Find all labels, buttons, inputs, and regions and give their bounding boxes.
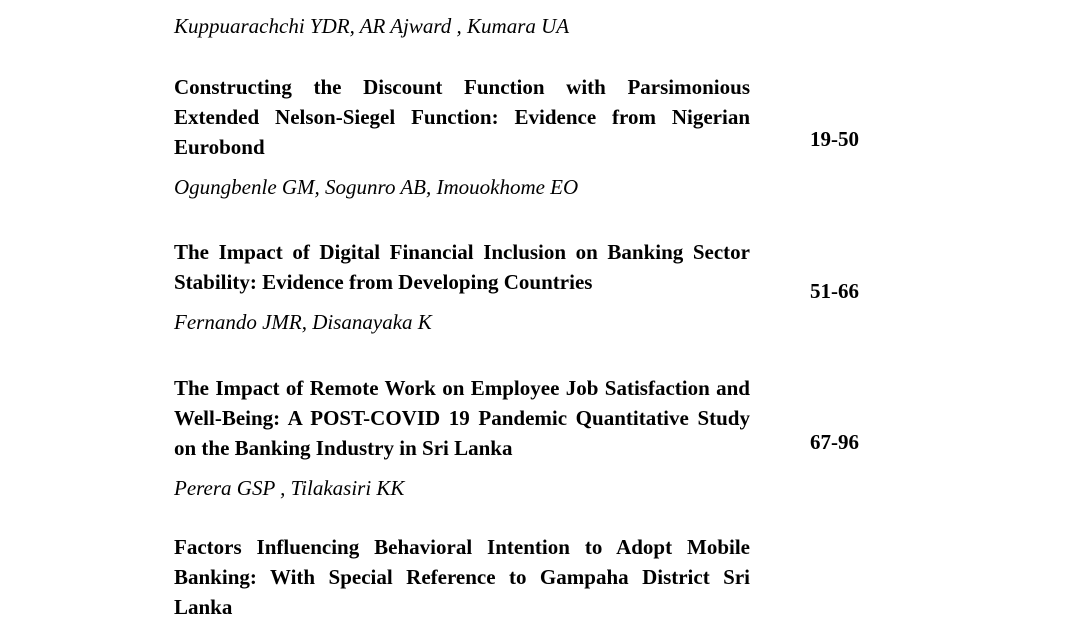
- entry-2-title: Constructing the Discount Function with Parsimonious Extended Nelson-Siegel Function: Evidence from Nigerian Eurobond: [174, 75, 750, 159]
- entry-3-title: The Impact of Digital Financial Inclusion on Banking Sector Stability: Evidence from Developing Countries: [174, 240, 750, 294]
- entry-4-authors: Perera GSP , Tilakasiri KK: [174, 476, 405, 500]
- entry-2-authors: Ogungbenle GM, Sogunro AB, Imouokhome EO: [174, 175, 579, 199]
- entry-3-authors: Fernando JMR, Disanayaka K: [174, 310, 432, 334]
- entry-4-pages: 67-96: [810, 430, 859, 454]
- toc-entry-4: [174, 532, 750, 622]
- entry-5-title: Factors Influencing Behavioral Intention to Adopt Mobile Banking: With Special Reference to Gampaha District Sri Lanka: [174, 535, 750, 619]
- entry-3-pages: 51-66: [810, 279, 859, 303]
- entry-2-pages: 19-50: [810, 127, 859, 151]
- entry-1-authors: Kuppuarachchi YDR, AR Ajward , Kumara UA: [174, 14, 570, 38]
- toc-entry-2: [174, 237, 750, 335]
- toc-entry-3: [174, 373, 750, 501]
- toc-entry-1: [174, 72, 750, 200]
- entry-4-title: The Impact of Remote Work on Employee Job Satisfaction and Well-Being: A POST-COVID 19 Pandemic Quantitative Study on the Banking Industry in Sri Lanka: [174, 376, 750, 460]
